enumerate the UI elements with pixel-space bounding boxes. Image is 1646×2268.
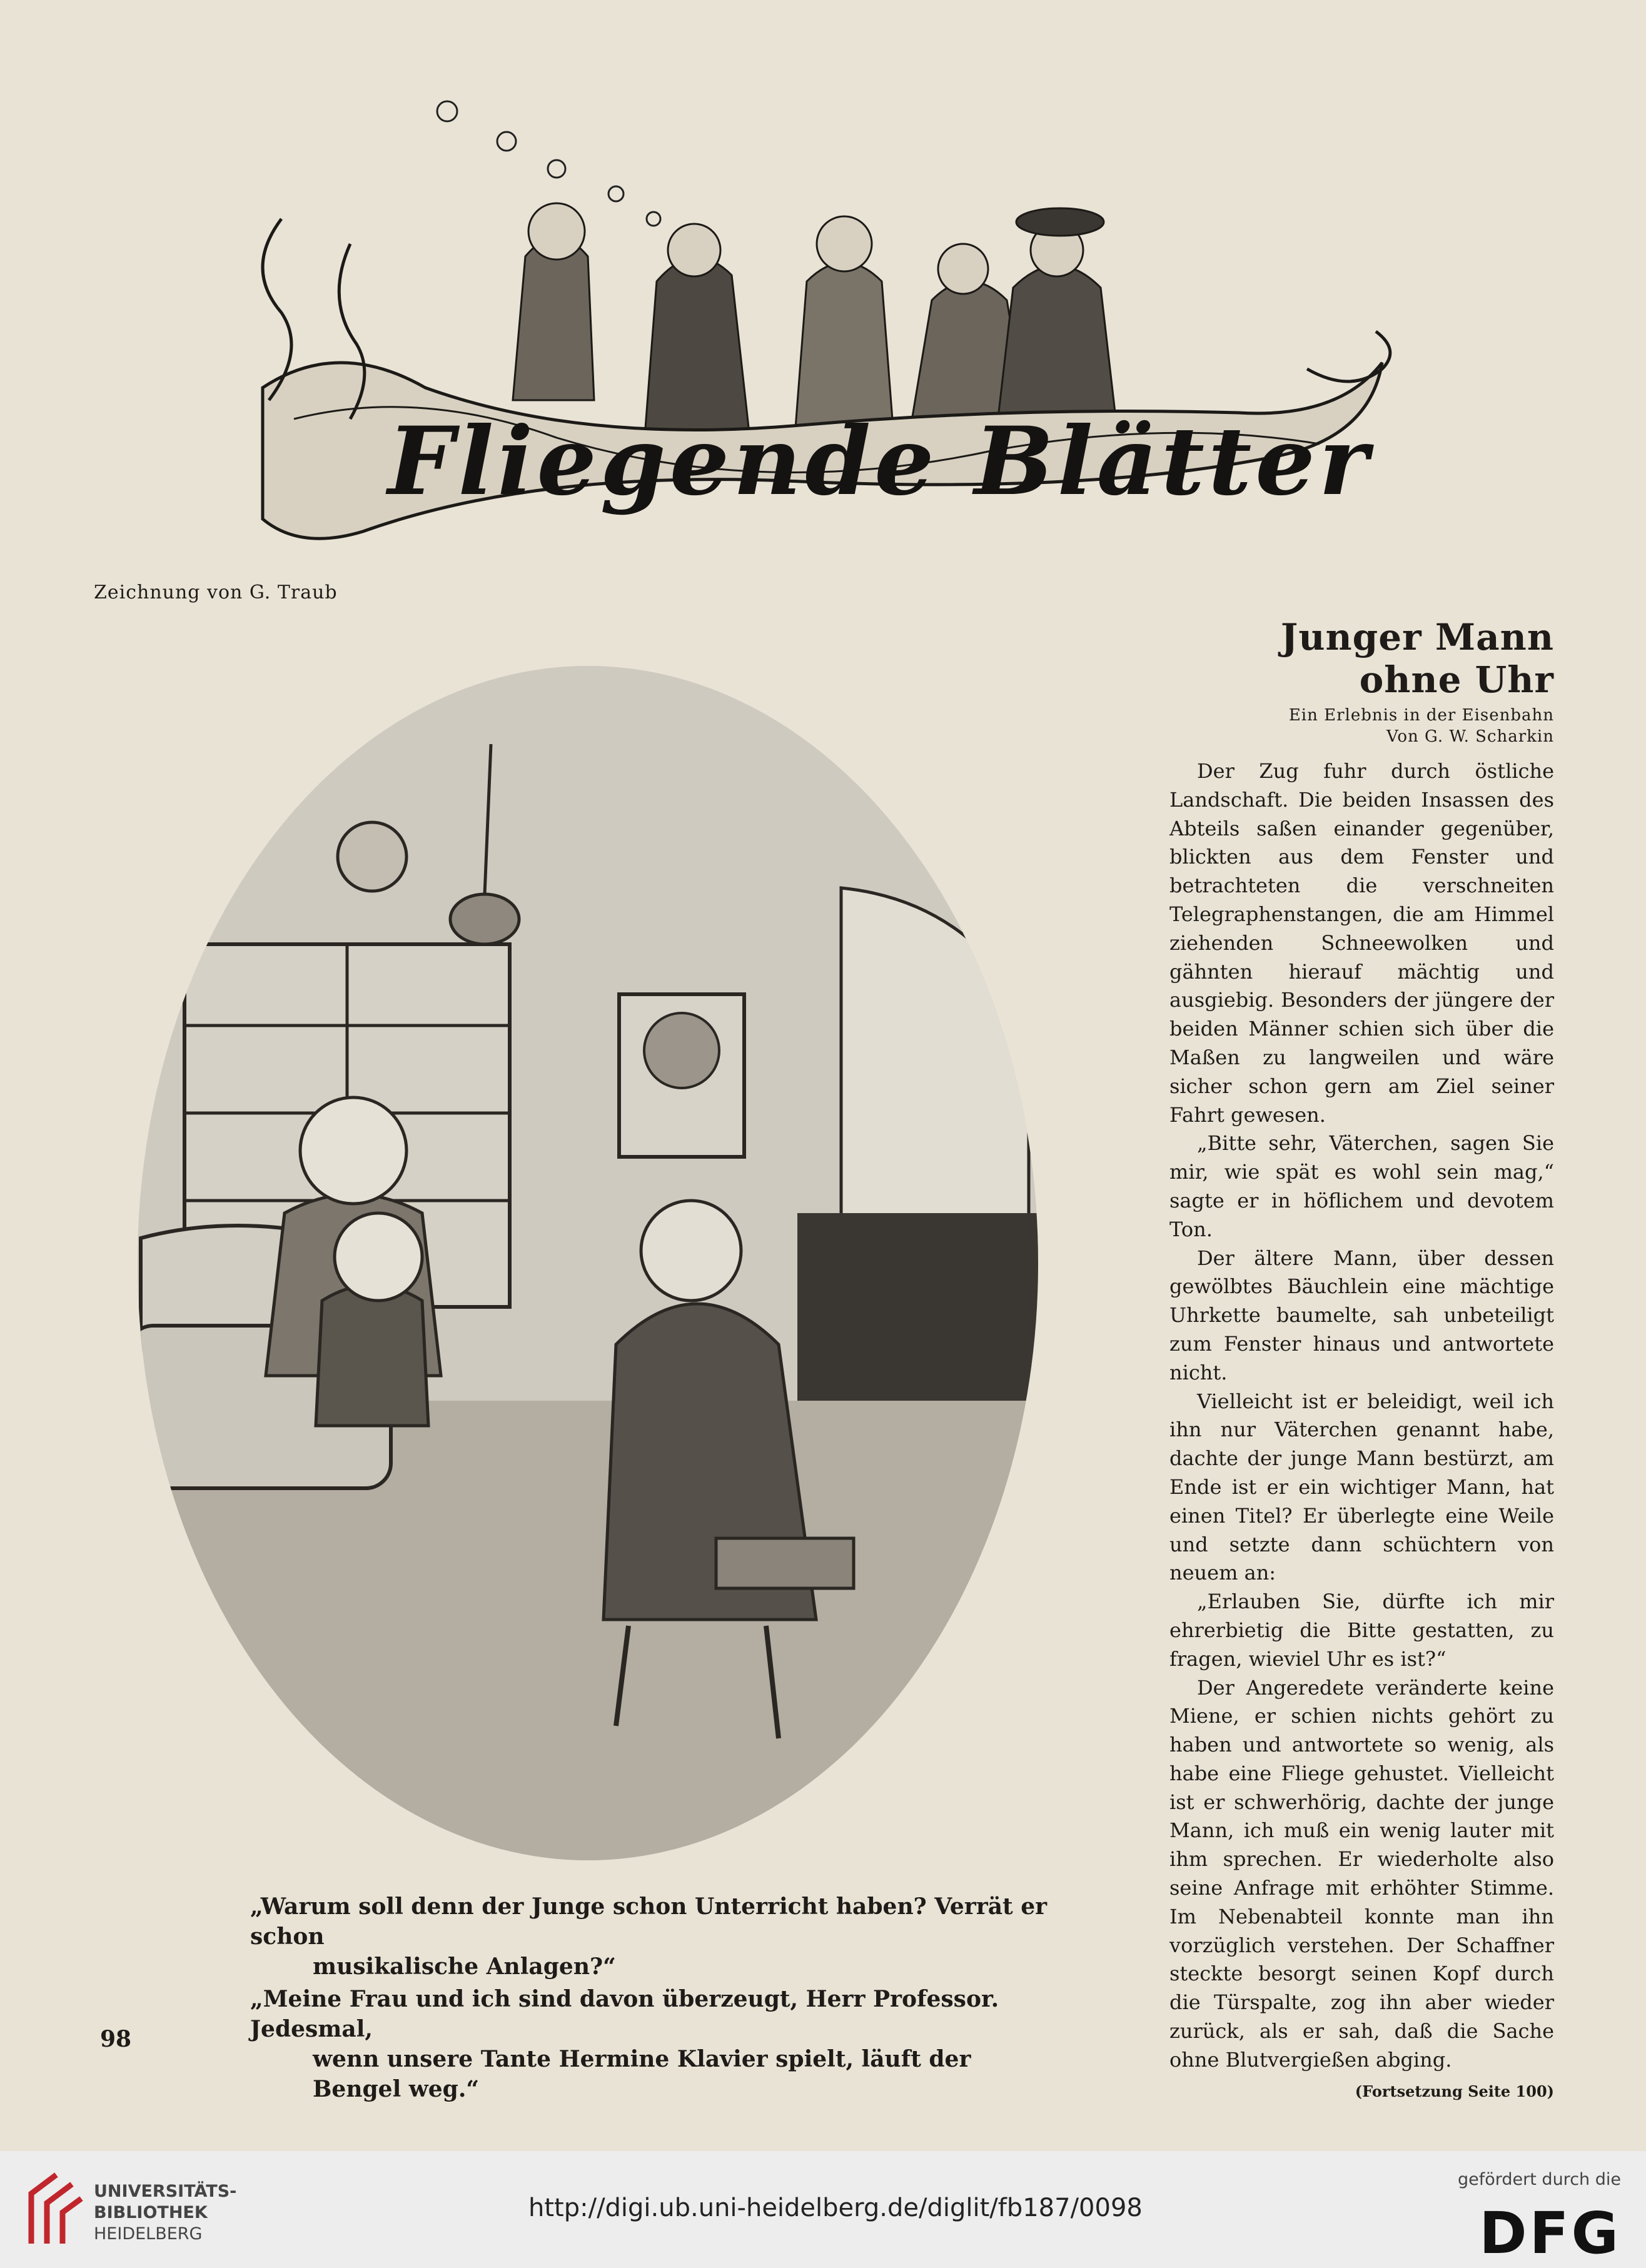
dfg-logo[interactable]: DFG [1479, 2200, 1621, 2267]
cartoon-illustration [128, 650, 1048, 1876]
article-paragraph: Der ältere Mann, über dessen gewölbtes Bäuchlein eine mächtige Uhrkette baumelte, sah unbeteiligt zum Fenster hinaus und antwortete nicht. [1169, 1246, 1554, 1384]
article-paragraph: „Bitte sehr, Väterchen, sagen Sie mir, wie spät es wohl sein mag,“ sagte er in höflichem und devotem Ton. [1169, 1131, 1554, 1241]
article-paragraph: Vielleicht ist er beleidigt, weil ich ihn nur Väterchen genannt habe, dachte der junge Mann bestürzt, am Ende ist er ein wichtiger Mann, hat einen Titel? Er überlegte eine Weile und setzte dann schüchtern von neuem an: [1169, 1389, 1554, 1585]
article-title: Junger Mann ohne Uhr [1280, 616, 1554, 701]
article-paragraph: Der Zug fuhr durch östliche Landschaft. Die beiden Insassen des Abteils saßen einander gegenüber, blickten aus dem Fenster und betrachteten die verschneiten Telegraphenstangen, die am Himmel ziehenden Schneewolken und gähnten hierauf mächtig und ausgiebig. Besonders der jüngere der beiden Männer schien sich über die Maßen zu langweilen und wäre sicher schon gern am Ziel seiner Fahrt gewesen. [1169, 759, 1554, 1127]
viewer-footer [0, 2151, 1646, 2268]
funding-note: gefördert durch die [1458, 2170, 1621, 2189]
library-name-line: HEIDELBERG [94, 2224, 203, 2244]
article-paragraph: „Erlauben Sie, dürfte ich mir ehrerbietig die Bitte gestatten, zu fragen, wieviel Uhr es ist?“ [1169, 1590, 1554, 1671]
caption-question: „Warum soll denn der Junge schon Unterricht haben? Verrät er schon musikalische Anlagen?“ [250, 1893, 1048, 1980]
library-name[interactable] [94, 2181, 236, 2245]
article-subtitle: Ein Erlebnis in der Eisenbahn [1288, 706, 1554, 725]
library-name-line: UNIVERSITÄTS- [94, 2182, 237, 2201]
library-name-line: BIBLIOTHEK [94, 2203, 208, 2222]
caption-answer: „Meine Frau und ich sind davon überzeugt, Herr Professor. Jedesmal, wenn unsere Tante Hermine Klavier spielt, läuft der Bengel weg.“ [250, 1986, 999, 2102]
page-number: 98 [100, 2026, 132, 2052]
article-body [1169, 757, 1554, 2075]
article-paragraph: Der Angeredete veränderte keine Miene, er schien nichts gehört zu haben und antwortete so wenig, als habe eine Fliege gehustet. Vielleicht ist er schwerhörig, dachte der junge Mann, ich muß ein wenig lauter mit ihm sprechen. Er wiederholte also seine Anfrage mit erhöhter Stimme. Im Nebenabteil konnte man ihn vorzüglich verstehen. Der Schaffner steckte besorgt seinen Kopf durch die Türspalte, zog ihn aber wieder zurück, als er sah, daß die Sache ohne Blutvergießen abging. [1169, 1675, 1554, 2072]
permalink-url[interactable]: http://digi.ub.uni-heidelberg.de/diglit/fb187/0098 [528, 2194, 1143, 2222]
article-column [1169, 616, 1554, 2100]
masthead-title: Fliegende Blätter [388, 406, 1372, 517]
article-byline: Von G. W. Scharkin [1386, 727, 1554, 746]
illustration-credit: Zeichnung von G. Traub [94, 582, 338, 603]
continuation-note: (Fortsetzung Seite 100) [1355, 2082, 1554, 2100]
cartoon-caption [250, 1892, 1057, 2107]
masthead-illustration [244, 94, 1407, 569]
ub-heidelberg-logo-icon[interactable] [19, 2169, 88, 2250]
